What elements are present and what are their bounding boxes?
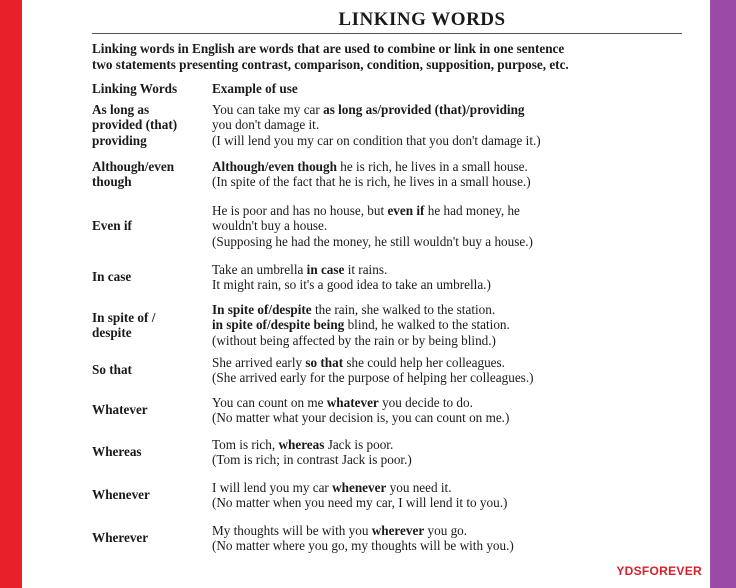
example-of-use bbox=[212, 262, 491, 293]
highlighted-linking-word: in case bbox=[306, 261, 345, 277]
example-line bbox=[212, 234, 533, 250]
example-of-use bbox=[212, 102, 541, 149]
table-row bbox=[92, 255, 692, 299]
table-row bbox=[92, 197, 692, 255]
intro-paragraph bbox=[92, 41, 652, 73]
example-text: (She arrived early for the purpose of helping her colleagues.) bbox=[212, 370, 534, 385]
example-of-use bbox=[212, 437, 412, 468]
example-line bbox=[212, 370, 534, 386]
example-text: (without being affected by the rain or by being blind.) bbox=[212, 332, 496, 348]
right-purple-border bbox=[710, 0, 736, 588]
linking-word-line: Whatever bbox=[92, 402, 148, 418]
linking-word-line: Whereas bbox=[92, 444, 142, 460]
example-text: (Tom is rich; in contrast Jack is poor.) bbox=[212, 452, 412, 467]
intro-line: two statements presenting contrast, comparison, condition, supposition, purpose, etc. bbox=[92, 57, 569, 72]
example-text: (In spite of the fact that he is rich, he lives in a small house.) bbox=[212, 174, 531, 189]
example-line bbox=[212, 218, 533, 234]
linking-word bbox=[92, 102, 212, 149]
example-of-use bbox=[212, 302, 510, 349]
example-text: She arrived early bbox=[212, 354, 306, 370]
highlighted-linking-word: in spite of/despite being bbox=[212, 317, 345, 333]
highlighted-linking-word: as long as/provided (that)/providing bbox=[323, 101, 525, 117]
linking-word-line: So that bbox=[92, 362, 132, 378]
example-line bbox=[212, 480, 507, 496]
example-text: You can count on me bbox=[212, 394, 327, 410]
linking-word-line: Whenever bbox=[92, 487, 150, 503]
example-text: you decide to do. bbox=[378, 394, 473, 410]
example-text: blind, he walked to the station. bbox=[344, 317, 510, 333]
table-row bbox=[92, 431, 692, 473]
example-line bbox=[212, 174, 531, 190]
example-text: the rain, she walked to the station. bbox=[311, 301, 496, 317]
linking-word-line: provided (that) bbox=[92, 117, 178, 133]
table-row bbox=[92, 351, 692, 389]
example-text: wouldn't buy a house. bbox=[212, 218, 328, 234]
table-row bbox=[92, 299, 692, 351]
example-text: My thoughts will be with you bbox=[212, 522, 372, 538]
example-text: Jack is poor. bbox=[324, 436, 394, 452]
linking-word-line: Wherever bbox=[92, 530, 149, 546]
example-line bbox=[212, 410, 509, 426]
title-divider bbox=[92, 33, 682, 34]
highlighted-linking-word: Although/even though bbox=[212, 158, 337, 174]
example-of-use bbox=[212, 159, 531, 190]
example-text: Take an umbrella bbox=[212, 261, 307, 277]
example-line bbox=[212, 133, 541, 149]
example-line bbox=[212, 395, 509, 411]
example-line bbox=[212, 262, 491, 278]
linking-word-line: Although/even bbox=[92, 158, 175, 174]
example-text: I will lend you my car bbox=[212, 479, 333, 495]
intro-line: Linking words in English are words that are used to combine or link in one sentence bbox=[92, 41, 565, 56]
example-text: You can take my car bbox=[212, 101, 324, 117]
example-text: He is poor and has no house, but bbox=[212, 202, 388, 218]
example-text: (I will lend you my car on condition that you don't damage it.) bbox=[212, 132, 541, 148]
example-text: you don't damage it. bbox=[212, 117, 320, 133]
linking-word bbox=[92, 269, 212, 285]
linking-word bbox=[92, 487, 212, 503]
linking-word-line: Even if bbox=[92, 218, 132, 234]
example-line bbox=[212, 452, 412, 468]
example-line bbox=[212, 355, 534, 371]
example-line bbox=[212, 538, 514, 554]
table-row bbox=[92, 151, 692, 197]
table-row bbox=[92, 473, 692, 517]
example-text: you go. bbox=[424, 522, 468, 538]
linking-word-line: In spite of / bbox=[92, 309, 156, 325]
linking-word-line: despite bbox=[92, 325, 132, 340]
highlighted-linking-word: even if bbox=[387, 202, 425, 218]
example-of-use bbox=[212, 203, 533, 250]
linking-word bbox=[92, 218, 212, 234]
table-header bbox=[92, 81, 692, 99]
linking-word bbox=[92, 362, 212, 378]
example-line bbox=[212, 117, 541, 133]
highlighted-linking-word: whatever bbox=[326, 394, 379, 410]
table-row bbox=[92, 517, 692, 559]
table-row bbox=[92, 389, 692, 431]
example-line bbox=[212, 523, 514, 539]
page-title: LINKING WORDS bbox=[338, 9, 506, 30]
linking-word bbox=[92, 530, 212, 546]
header-linking-words: Linking Words bbox=[92, 81, 178, 96]
linking-word-line: In case bbox=[92, 269, 132, 285]
left-red-border bbox=[0, 0, 22, 588]
example-line bbox=[212, 102, 541, 118]
example-text: It might rain, so it's a good idea to take an umbrella.) bbox=[212, 277, 491, 292]
example-text: it rains. bbox=[344, 261, 388, 277]
example-text: he is rich, he lives in a small house. bbox=[336, 158, 528, 174]
example-line bbox=[212, 333, 510, 349]
example-line bbox=[212, 495, 507, 511]
header-example: Example of use bbox=[212, 81, 298, 96]
example-of-use bbox=[212, 355, 534, 386]
linking-word-line: As long as bbox=[92, 101, 150, 117]
linking-words-table bbox=[92, 99, 692, 559]
highlighted-linking-word: wherever bbox=[371, 522, 425, 538]
highlighted-linking-word: whereas bbox=[278, 436, 325, 452]
linking-word-line: though bbox=[92, 174, 132, 189]
example-of-use bbox=[212, 480, 507, 511]
linking-word-line: providing bbox=[92, 132, 147, 148]
example-text: she could help her colleagues. bbox=[343, 354, 505, 370]
document-page bbox=[92, 0, 692, 588]
highlighted-linking-word: so that bbox=[305, 354, 344, 370]
highlighted-linking-word: whenever bbox=[332, 479, 387, 495]
example-text: (No matter where you go, my thoughts will be with you.) bbox=[212, 538, 514, 553]
example-text: Tom is rich, bbox=[212, 436, 279, 452]
example-line bbox=[212, 203, 533, 219]
watermark-text: YDSFOREVER bbox=[616, 564, 702, 578]
example-line bbox=[212, 277, 491, 293]
linking-word bbox=[92, 402, 212, 418]
example-line bbox=[212, 159, 531, 175]
table-row bbox=[92, 99, 692, 151]
example-of-use bbox=[212, 395, 509, 426]
linking-word bbox=[92, 444, 212, 460]
linking-word bbox=[92, 310, 212, 341]
example-text: (Supposing he had the money, he still wouldn't buy a house.) bbox=[212, 233, 533, 249]
example-line bbox=[212, 302, 510, 318]
example-text: (No matter what your decision is, you can count on me.) bbox=[212, 410, 510, 425]
example-text: (No matter when you need my car, I will lend it to you.) bbox=[212, 495, 508, 510]
example-of-use bbox=[212, 523, 514, 554]
linking-word bbox=[92, 159, 212, 190]
highlighted-linking-word: In spite of/despite bbox=[212, 301, 312, 317]
example-text: you need it. bbox=[386, 479, 452, 495]
example-text: he had money, he bbox=[424, 202, 520, 218]
example-line bbox=[212, 317, 510, 333]
example-line bbox=[212, 437, 412, 453]
